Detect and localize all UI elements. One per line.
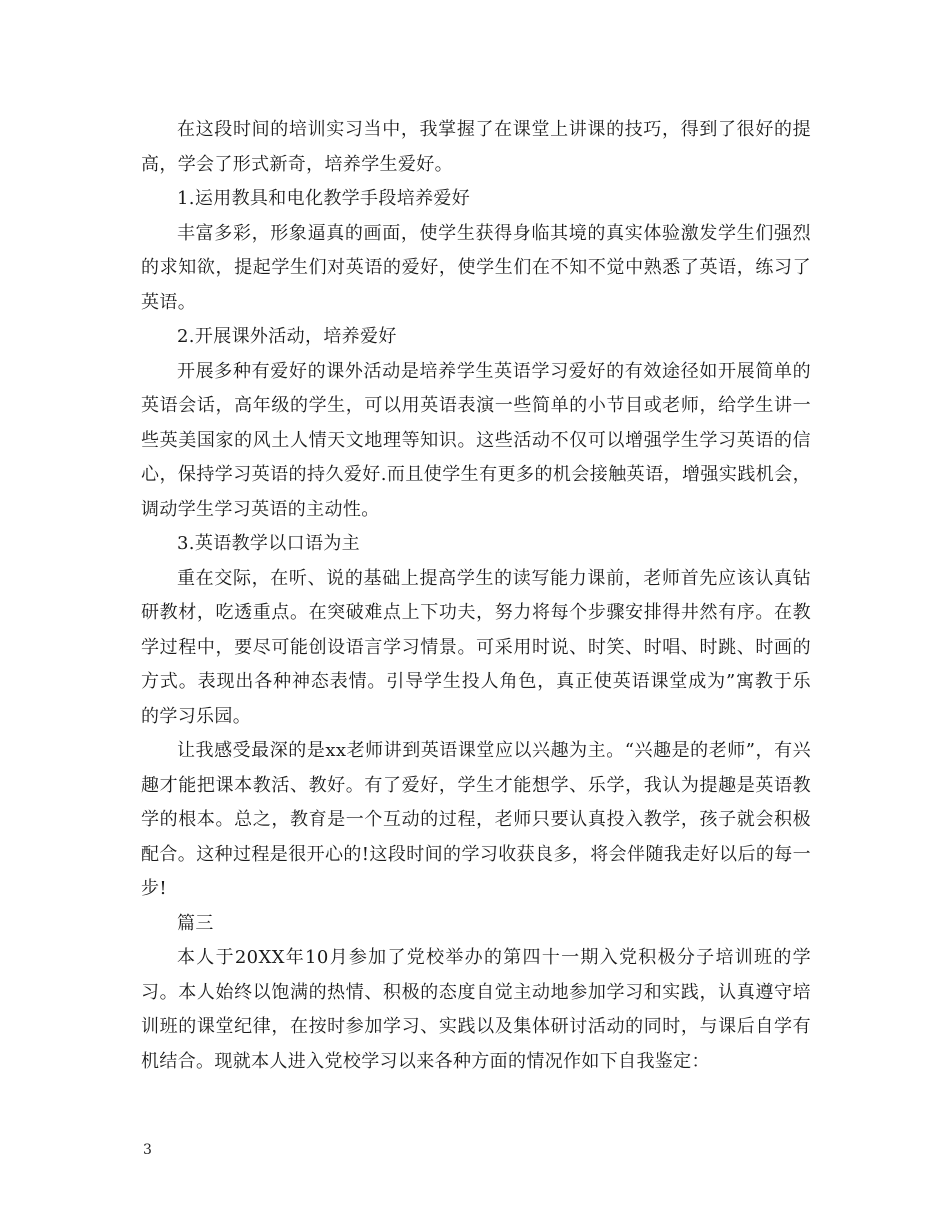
section-heading-part-three: 篇三: [177, 912, 214, 934]
heading-oral-english: 3.英语教学以口语为主: [177, 533, 361, 554]
paragraph-reflection: 让我感受最深的是xx老师讲到英语课堂应以兴趣为主。“兴趣是的老师”，有兴趣才能把课本教活、教好。有了爱好，学生才能想学、乐学，我认为提趣是英语教学的根本。总之，教育是一个互动的过程，老师只要认真投入教学，孩子就会积极配合。这种过程是很开心的!这段时间的学习收获良多，将会伴随我走好以后的每一步!: [141, 740, 811, 899]
paragraph-oral-english: 重在交际，在听、说的基础上提高学生的读写能力课前，老师首先应该认真钻研教材，吃透重点。在突破难点上下功夫，努力将每个步骤安排得井然有序。在教学过程中，要尽可能创设语言学习情景。可采用时说、时笑、时唱、时跳、时画的方式。表现出各种神态表情。引导学生投人角色，真正使英语课堂成为”寓教于乐的学习乐园。: [141, 567, 811, 727]
paragraph-party-school: 本人于20XX年10月参加了党校举办的第四十一期入党积极分子培训班的学习。本人始终以饱满的热情、积极的态度自觉主动地参加学习和实践，认真遵守培训班的课堂纪律，在按时参加学习、实践以及集体研讨活动的同时，与课后自学有机结合。现就本人进入党校学习以来各种方面的情况作如下自我鉴定：: [141, 947, 811, 1072]
heading-teaching-aids: 1.运用教具和电化教学手段培养爱好: [177, 188, 471, 209]
heading-extracurricular: 2.开展课外活动，培养爱好: [177, 326, 397, 347]
paragraph-teaching-aids: 丰富多彩，形象逼真的画面，使学生获得身临其境的真实体验激发学生们强烈的求知欲，提起学生们对英语的爱好，使学生们在不知不觉中熟悉了英语，练习了英语。: [141, 222, 811, 313]
page-number: 3: [143, 1142, 152, 1158]
document-body: [141, 113, 811, 1079]
paragraph-extracurricular: 开展多种有爱好的课外活动是培养学生英语学习爱好的有效途径如开展简单的英语会话，高年级的学生，可以用英语表演一些简单的小节目或老师，给学生讲一些英美国家的风土人情天文地理等知识。这些活动不仅可以增强学生学习英语的信心，保持学习英语的持久爱好.而且使学生有更多的机会接触英语，增强实践机会，调动学生学习英语的主动性。: [141, 360, 811, 520]
paragraph-intro: 在这段时间的培训实习当中，我掌握了在课堂上讲课的技巧，得到了很好的提高，学会了形式新奇，培养学生爱好。: [141, 119, 811, 175]
